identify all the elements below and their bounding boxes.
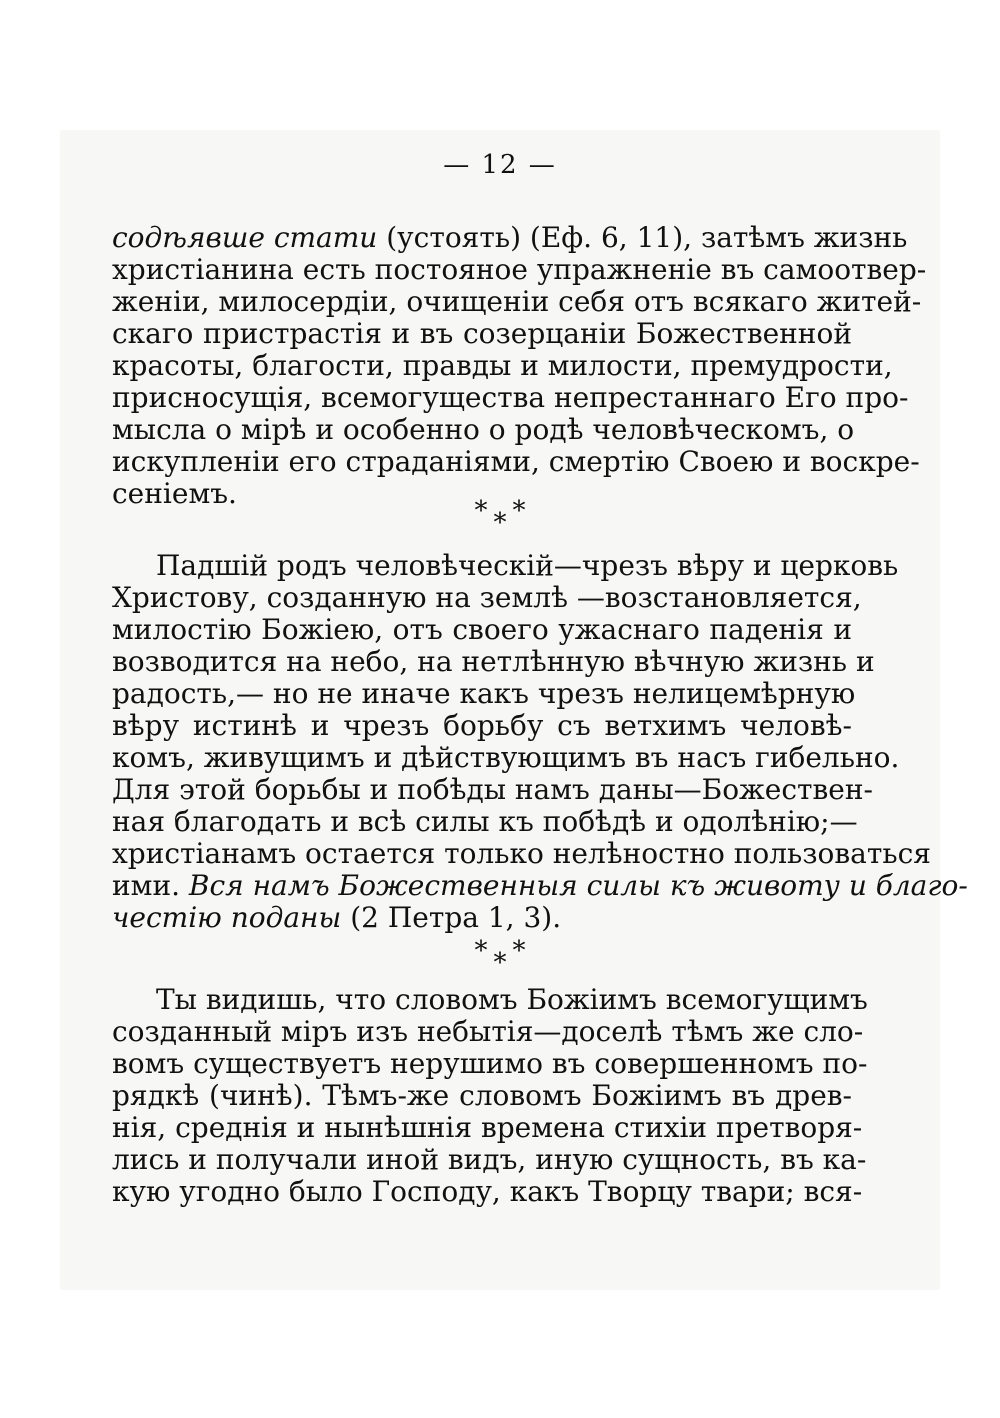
page-number: — 12 —	[443, 150, 557, 180]
line-text: ими.	[112, 869, 189, 902]
line-text: (2 Петра 1, 3).	[341, 901, 562, 934]
text-line: вомъ существуетъ нерушимо въ совершенномъ по-	[112, 1047, 868, 1080]
text-line: Падшій родъ человѣческій—чрезъ вѣру и церковь	[156, 549, 899, 582]
text-line: сеніемъ.	[112, 477, 237, 510]
text-line: милостію Божіею, отъ своего ужаснаго паденія и	[112, 613, 852, 646]
text-line	[112, 902, 852, 934]
text-line: христіанина есть постояное упражненіе въ самоотвер-	[112, 253, 927, 286]
text-line	[112, 221, 908, 254]
italic-phrase: Вся намъ Божественныя силы къ животу и благо-	[188, 869, 968, 902]
text-line: женіи, милосердіи, очищеніи себя отъ всякаго житей-	[112, 285, 922, 318]
text-line: красоты, благости, правды и милости, премудрости,	[112, 349, 893, 382]
text-line: присносущія, всемогущества непрестаннаго Его про-	[112, 381, 909, 414]
text-line: Христову, созданную на землѣ —возстановляется,	[112, 581, 862, 614]
asterisk: *	[474, 936, 488, 966]
italic-phrase: содѣявше стати	[112, 221, 378, 254]
asterisk: *	[474, 496, 488, 526]
text-line: лись и получали иной видъ, иную сущность, въ ка-	[112, 1143, 867, 1176]
text-line: нія, среднія и нынѣшнія времена стихіи претворя-	[112, 1111, 863, 1144]
text-line: комъ, живущимъ и дѣйствующимъ въ насъ гибельно.	[112, 741, 900, 774]
text-line: ная благодать и всѣ силы къ побѣдѣ и одолѣнію;—	[112, 805, 858, 838]
section-separator	[0, 496, 1000, 538]
section-separator	[0, 936, 1000, 978]
text-line: вѣру истинѣ и чрезъ борьбу съ ветхимъ человѣ-	[112, 709, 852, 742]
line-text: (устоять) (Еф. 6, 11), затѣмъ жизнь	[377, 221, 908, 254]
text-line: мысла о мірѣ и особенно о родѣ человѣческомъ, о	[112, 413, 855, 446]
text-line: христіанамъ остается только нелѣностно пользоваться	[112, 837, 931, 870]
asterisk: *	[512, 496, 526, 526]
text-line: кую угодно было Господу, какъ Творцу твари; вся-	[112, 1175, 863, 1208]
text-line: радость,— но не иначе какъ чрезъ нелицемѣрную	[112, 677, 856, 710]
text-line: искупленіи его страданіями, смертію Своею и воскре-	[112, 445, 920, 478]
italic-phrase: честію поданы	[112, 901, 342, 934]
text-line: возводится на небо, на нетлѣнную вѣчную жизнь и	[112, 645, 875, 678]
text-line: рядкѣ (чинѣ). Тѣмъ-же словомъ Божіимъ въ древ-	[112, 1079, 852, 1112]
asterisk: *	[512, 936, 526, 966]
text-line: созданный міръ изъ небытія—доселѣ тѣмъ же сло-	[112, 1015, 864, 1048]
text-line: скаго пристрастія и въ созерцаніи Божественной	[112, 317, 852, 350]
asterisk: *	[493, 508, 507, 538]
text-line: Ты видишь, что словомъ Божіимъ всемогущимъ	[156, 983, 868, 1016]
text-line	[112, 869, 968, 902]
text-line: Для этой борьбы и побѣды намъ даны—Божествен-	[112, 773, 874, 806]
asterisk: *	[493, 948, 507, 978]
